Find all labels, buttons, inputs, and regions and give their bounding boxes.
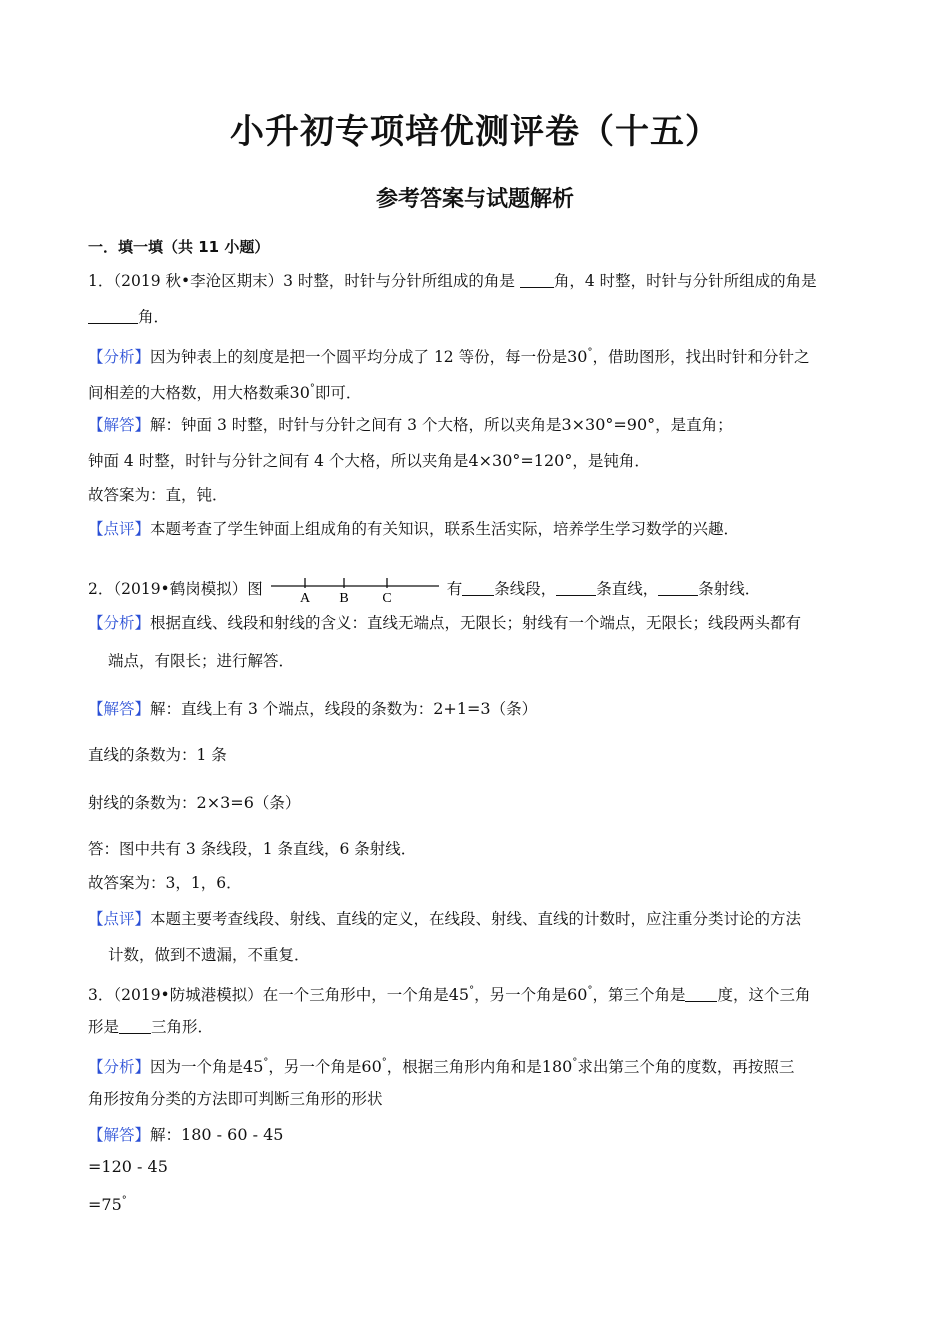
point-label-b: B: [339, 591, 349, 604]
q3-solution-3: =75°: [88, 1195, 127, 1214]
line-diagram: [269, 572, 441, 604]
q2-solution-3: 射线的条数为：2×3=6（条）: [88, 793, 301, 812]
q3-line1: 3．（2019•防城港模拟）在一个三角形中，一个角是45°，另一个角是60°，第三个角是 度，这个三角: [88, 985, 811, 1004]
q2-solution-1: 【解答】解：直线上有 3 个端点，线段的条数为：2+1=3（条）: [88, 699, 538, 718]
q2-solution-2: 直线的条数为：1 条: [88, 746, 227, 764]
page-subtitle: 参考答案与试题解析: [375, 187, 574, 212]
q2-line1: 2．（2019•鹤岗模拟）图 A B C 有 条线段， 条直线， 条射线．: [88, 572, 760, 604]
q2-comment: 【点评】本题主要考查线段、射线、直线的定义，在线段、射线、直线的计数时，应注重分类讨论的方法: [88, 910, 802, 928]
section-heading: 一．填一填（共 11 小题）: [88, 238, 270, 256]
point-label-c: C: [382, 591, 392, 604]
q1-analysis-2: 间相差的大格数，用大格数乘30°即可．: [88, 383, 362, 402]
q3-blank-2[interactable]: [119, 1017, 151, 1034]
q3-blank-1[interactable]: [685, 985, 717, 1002]
q3-solution-1: 【解答】解：180 - 60 - 45: [88, 1125, 284, 1144]
q1-solution-1: 【解答】解：钟面 3 时整，时针与分针之间有 3 个大格，所以夹角是3×30°=90°，是直角；: [88, 415, 733, 434]
analysis-tag: 【分析】: [88, 348, 151, 366]
q1-solution-2: 钟面 4 时整，时针与分针之间有 4 个大格，所以夹角是4×30°=120°，是钝角．: [88, 451, 650, 470]
q2-comment-2: 计数，做到不遗漏，不重复．: [108, 946, 310, 964]
q1-line1: 1．（2019 秋•李沧区期末）3 时整，时针与分针所组成的角是 角，4 时整，时针与分针所组成的角是: [88, 272, 817, 290]
answer-tag: 【解答】: [88, 416, 151, 434]
q2-blank-2[interactable]: [556, 579, 596, 596]
q3-line2: 形是 三角形．: [88, 1018, 214, 1036]
q2-analysis: 【分析】根据直线、线段和射线的含义：直线无端点，无限长；射线有一个端点，无限长；线段两头都有: [88, 614, 802, 632]
q1-answer: 故答案为：直，钝．: [88, 486, 228, 504]
q1-blank-1[interactable]: [520, 271, 554, 288]
q2-blank-1[interactable]: [462, 579, 494, 596]
point-label-a: A: [299, 591, 310, 604]
q3-analysis-2: 角形按角分类的方法即可判断三角形的形状: [88, 1090, 383, 1108]
q2-analysis-2: 端点，有限长；进行解答．: [108, 652, 295, 670]
q2-blank-3[interactable]: [658, 579, 698, 596]
q1-analysis: 【分析】因为钟表上的刻度是把一个圆平均分成了 12 等份，每一份是30°，借助图形，找出时针和分针之: [88, 347, 810, 366]
comment-tag: 【点评】: [88, 520, 151, 538]
q1-comment: 【点评】本题考查了学生钟面上组成角的有关知识，联系生活实际，培养学生学习数学的兴趣．: [88, 520, 740, 538]
q1-line2: 角．: [88, 306, 169, 328]
page-title: 小升初专项培优测评卷（十五）: [230, 112, 720, 152]
q3-analysis: 【分析】因为一个角是45°，另一个角是60°，根据三角形内角和是180°求出第三个角的度数，再按照三: [88, 1057, 795, 1076]
q2-answer: 故答案为：3，1，6．: [88, 874, 242, 892]
q3-solution-2: =120 - 45: [88, 1157, 168, 1176]
q1-blank-2[interactable]: [88, 307, 138, 324]
q2-solution-4: 答：图中共有 3 条线段，1 条直线，6 条射线．: [88, 840, 417, 858]
